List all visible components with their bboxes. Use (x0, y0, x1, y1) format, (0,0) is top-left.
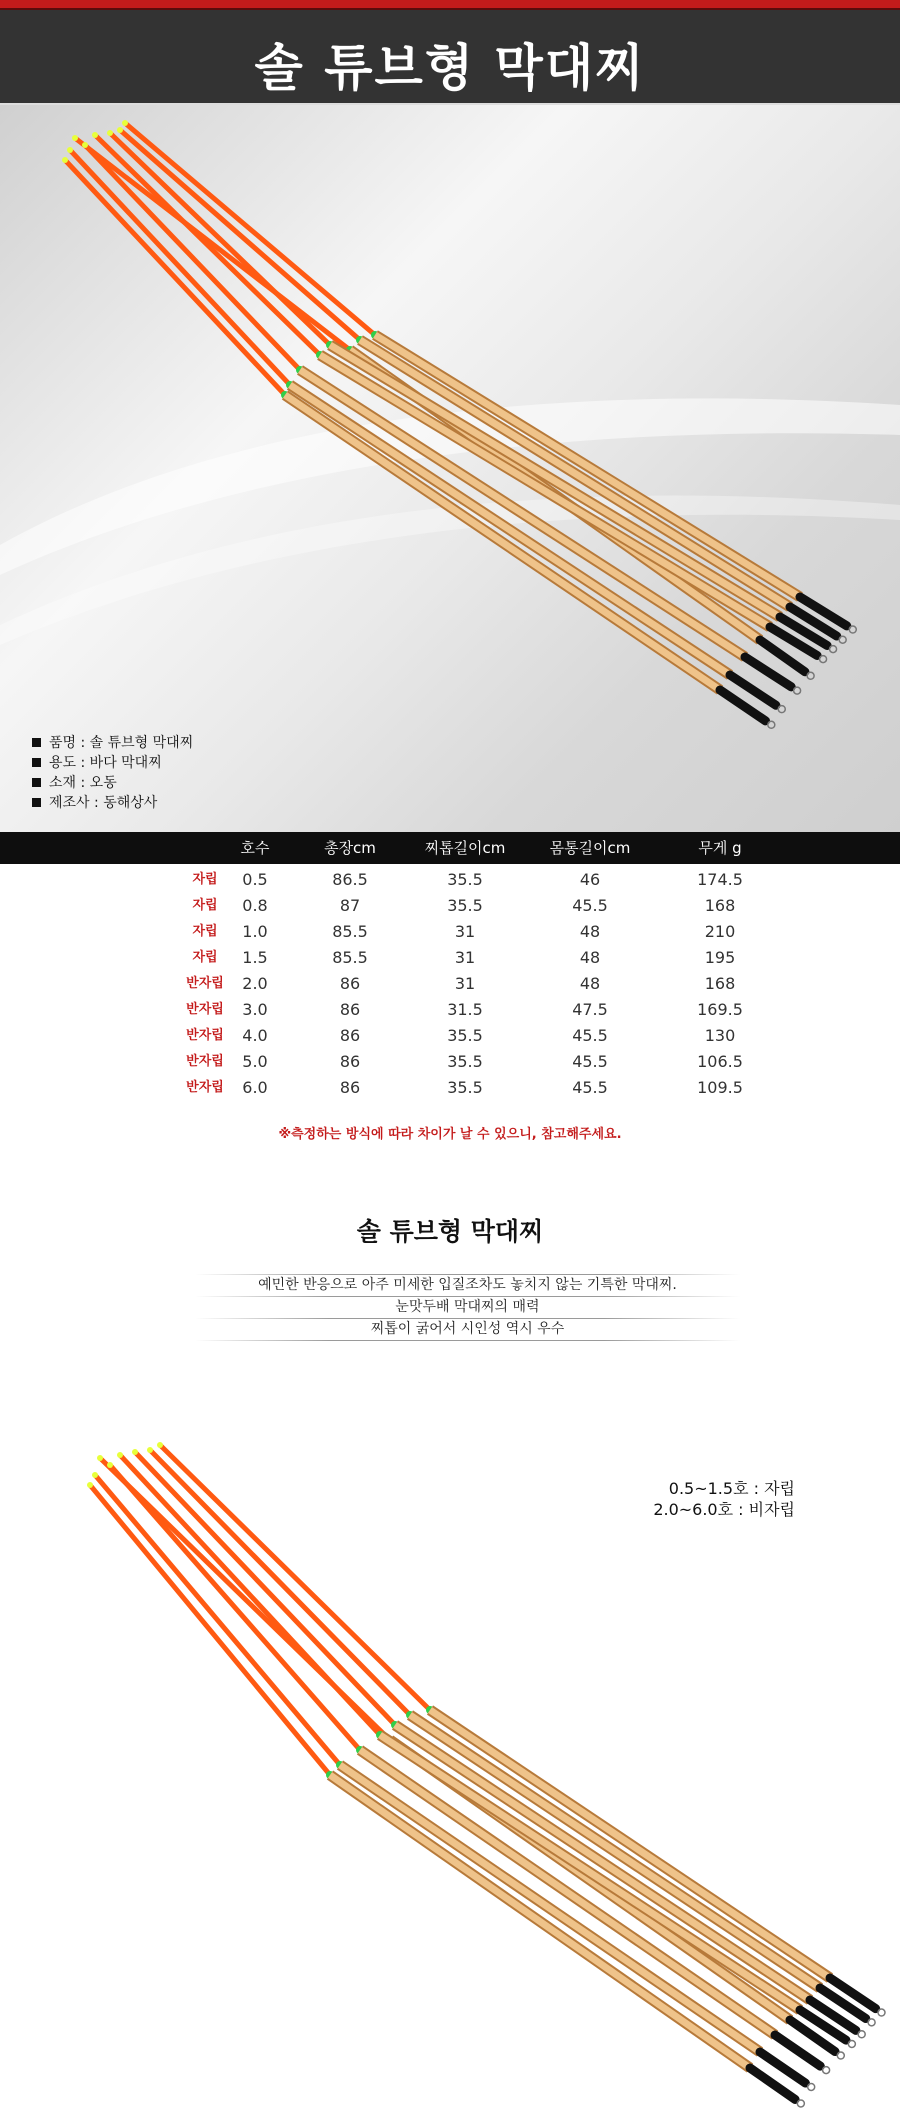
spec-item (32, 772, 352, 792)
body-length-cell: 45.5 (572, 1026, 608, 1045)
total-length-cell: 87 (339, 896, 361, 915)
top-length-cell: 35.5 (447, 1052, 483, 1071)
table-row (0, 1049, 900, 1075)
size-cell: 2.0 (242, 974, 268, 993)
top-length-cell: 31 (454, 948, 476, 967)
size-cell: 4.0 (242, 1026, 268, 1045)
weight-cell: 109.5 (697, 1078, 743, 1097)
type-cell: 반자립 (186, 1054, 224, 1069)
product-image-bottom (0, 1440, 900, 2113)
total-length-cell: 86 (339, 1026, 361, 1045)
type-cell: 자립 (192, 872, 218, 887)
description-line: 예민한 반응으로 아주 미세한 입질조차도 놓치지 않는 기특한 막대찌. (258, 1277, 677, 1293)
top-length-cell: 35.5 (447, 1026, 483, 1045)
square-bullet-icon (32, 778, 41, 787)
column-header: 찌톱길이cm (424, 839, 506, 857)
size-cell: 0.5 (242, 870, 268, 889)
size-cell: 1.0 (242, 922, 268, 941)
top-length-cell: 31.5 (447, 1000, 483, 1019)
page-title: 솔 튜브형 막대찌 (254, 39, 646, 97)
spec-item (32, 752, 352, 772)
spec-list (32, 732, 352, 812)
size-cell: 6.0 (242, 1078, 268, 1097)
float-sticks (87, 1442, 885, 2107)
spec-table-body (0, 867, 900, 1097)
table-row (0, 1023, 900, 1049)
total-length-cell: 86 (339, 974, 361, 993)
weight-cell: 210 (704, 922, 736, 941)
column-header: 호수 (240, 839, 270, 857)
table-row (0, 893, 900, 919)
square-bullet-icon (32, 738, 41, 747)
weight-cell: 130 (704, 1026, 736, 1045)
body-length-cell: 45.5 (572, 896, 608, 915)
body-length-cell: 47.5 (572, 1000, 608, 1019)
body-length-cell: 45.5 (572, 1078, 608, 1097)
top-length-cell: 31 (454, 922, 476, 941)
table-row (0, 919, 900, 945)
type-cell: 반자립 (186, 976, 224, 991)
total-length-cell: 85.5 (332, 922, 368, 941)
top-length-cell: 35.5 (447, 1078, 483, 1097)
spec-item (32, 732, 352, 752)
table-row (0, 1075, 900, 1101)
measurement-note: ※측정하는 방식에 따라 차이가 날 수 있으니, 참고해주세요. (278, 1127, 622, 1142)
page-header (0, 0, 900, 105)
type-cell: 반자립 (186, 1080, 224, 1095)
type-cell: 자립 (192, 950, 218, 965)
square-bullet-icon (32, 758, 41, 767)
size-line: 0.5~1.5호 : 자립 (668, 1479, 795, 1498)
total-length-cell: 86 (339, 1052, 361, 1071)
body-length-cell: 45.5 (572, 1052, 608, 1071)
weight-cell: 169.5 (697, 1000, 743, 1019)
size-cell: 0.8 (242, 896, 268, 915)
size-line: 2.0~6.0호 : 비자립 (653, 1500, 795, 1519)
total-length-cell: 86.5 (332, 870, 368, 889)
square-bullet-icon (32, 798, 41, 807)
type-cell: 자립 (192, 898, 218, 913)
table-row (0, 971, 900, 997)
total-length-cell: 85.5 (332, 948, 368, 967)
weight-cell: 168 (704, 896, 736, 915)
header-accent-shadow (0, 8, 900, 10)
table-row (0, 867, 900, 893)
float-bundle-illustration (0, 1440, 900, 2113)
type-cell: 반자립 (186, 1028, 224, 1043)
spec-text: 소재 : 오동 (49, 775, 117, 791)
type-cell: 자립 (192, 924, 218, 939)
body-length-cell: 46 (579, 870, 601, 889)
top-length-cell: 35.5 (447, 870, 483, 889)
size-cell: 3.0 (242, 1000, 268, 1019)
weight-cell: 195 (704, 948, 736, 967)
column-header: 무게 g (698, 839, 742, 857)
total-length-cell: 86 (339, 1000, 361, 1019)
weight-cell: 174.5 (697, 870, 743, 889)
body-length-cell: 48 (579, 948, 601, 967)
section-title: 솔 튜브형 막대찌 (356, 1217, 544, 1246)
size-type-info (620, 1478, 880, 1520)
hero-product-image (0, 105, 900, 832)
top-length-cell: 35.5 (447, 896, 483, 915)
divider (195, 1340, 740, 1341)
header-accent-line (0, 0, 900, 8)
body-length-cell: 48 (579, 922, 601, 941)
weight-cell: 106.5 (697, 1052, 743, 1071)
size-cell: 5.0 (242, 1052, 268, 1071)
weight-cell: 168 (704, 974, 736, 993)
description-line: 찌톱이 굵어서 시인성 역시 우수 (370, 1321, 565, 1337)
table-row (0, 945, 900, 971)
column-header: 총장cm (324, 839, 376, 857)
spec-text: 품명 : 솔 튜브형 막대찌 (49, 735, 194, 751)
total-length-cell: 86 (339, 1078, 361, 1097)
spec-text: 제조사 : 동해상사 (49, 795, 158, 811)
column-header: 몸통길이cm (549, 839, 631, 857)
table-row (0, 997, 900, 1023)
spec-table-header (0, 832, 900, 864)
type-cell: 반자립 (186, 1002, 224, 1017)
body-length-cell: 48 (579, 974, 601, 993)
size-cell: 1.5 (242, 948, 268, 967)
description-line: 눈맛두배 막대찌의 매력 (395, 1299, 540, 1315)
float-bundle-illustration (0, 105, 900, 832)
top-length-cell: 31 (454, 974, 476, 993)
spec-text: 용도 : 바다 막대찌 (49, 755, 162, 771)
spec-item (32, 792, 352, 812)
